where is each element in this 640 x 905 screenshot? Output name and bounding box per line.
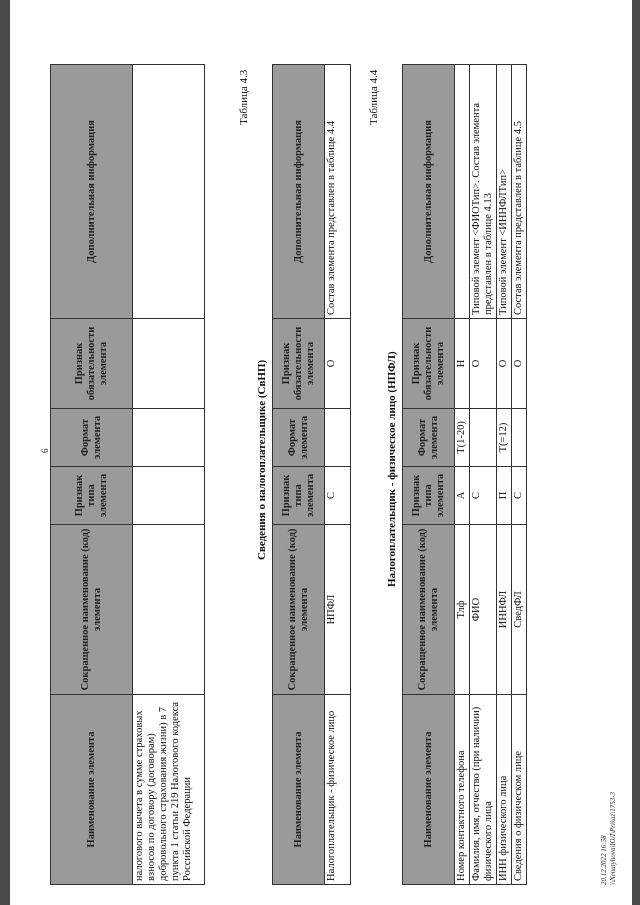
table-cell: налогового вычета в сумме страховых взносов по договору (договорам) добровольного страхования жизни) в 7 пункта 1 статьи 219 Налогового кодекса Российской Федерации bbox=[133, 695, 205, 885]
table-cell: О bbox=[497, 319, 512, 409]
column-header: Наименование элемента bbox=[273, 695, 325, 885]
table-continuation bbox=[50, 64, 205, 885]
table-cell: А bbox=[455, 467, 470, 525]
table-header-row bbox=[51, 65, 133, 885]
table-row bbox=[455, 65, 470, 885]
table-cell: Налогоплательщик - физическое лицо bbox=[325, 695, 351, 885]
table-cell: ФИО bbox=[470, 525, 497, 695]
table-cell: Состав элемента представлен в таблице 4.4 bbox=[325, 65, 351, 319]
table-row bbox=[497, 65, 512, 885]
column-header: Наименование элемента bbox=[403, 695, 455, 885]
table-cell bbox=[133, 409, 205, 467]
table-4-4 bbox=[402, 64, 527, 885]
table-title: Сведения о налогоплательщике (СвНП) bbox=[256, 359, 268, 560]
rotated-content bbox=[10, 0, 632, 905]
page-number: 6 bbox=[40, 448, 50, 453]
column-header: Формат элемента bbox=[273, 409, 325, 467]
table-row bbox=[470, 65, 497, 885]
table-cell: О bbox=[470, 319, 497, 409]
table-cell bbox=[133, 319, 205, 409]
table-cell: ИННФЛ bbox=[497, 525, 512, 695]
table-title: Налогоплательщик - физическое лицо (НПФЛ) bbox=[386, 351, 398, 587]
table-cell bbox=[133, 467, 205, 525]
stamp-path: \\Nenatyhova\ЮЛ\Prikaz\1753-3 bbox=[609, 791, 617, 885]
column-header: Дополнительная информация bbox=[403, 65, 455, 319]
table-cell: T(1-20) bbox=[455, 409, 470, 467]
column-header: Признак обязательности элемента bbox=[51, 319, 133, 409]
table-cell: Номер контактного телефона bbox=[455, 695, 470, 885]
column-header: Сокращенное наименование (код) элемента bbox=[51, 525, 133, 695]
column-header: Признак обязательности элемента bbox=[403, 319, 455, 409]
table-cell: Фамилия, имя, отчество (при наличии) физического лица bbox=[470, 695, 497, 885]
table-cell: О bbox=[512, 319, 527, 409]
table-cell bbox=[455, 65, 470, 319]
table-cell: Н bbox=[455, 319, 470, 409]
table-4-3 bbox=[272, 64, 351, 885]
table-cell: С bbox=[325, 467, 351, 525]
table-cell: П bbox=[497, 467, 512, 525]
column-header: Наименование элемента bbox=[51, 695, 133, 885]
document-page bbox=[10, 0, 632, 905]
column-header: Признак типа элемента bbox=[51, 467, 133, 525]
table-cell bbox=[325, 409, 351, 467]
table-cell: Сведения о физическом лице bbox=[512, 695, 527, 885]
column-header: Признак обязательности элемента bbox=[273, 319, 325, 409]
column-header: Сокращенное наименование (код) элемента bbox=[273, 525, 325, 695]
column-header: Признак типа элемента bbox=[403, 467, 455, 525]
table-header-row bbox=[273, 65, 325, 885]
column-header: Признак типа элемента bbox=[273, 467, 325, 525]
table-cell: Состав элемента представлен в таблице 4.5 bbox=[512, 65, 527, 319]
column-header: Формат элемента bbox=[51, 409, 133, 467]
table-cell: Типовой элемент <ФИОТип>. Состав элемента представлен в таблице 4.13 bbox=[470, 65, 497, 319]
table-cell: С bbox=[512, 467, 527, 525]
table-row bbox=[325, 65, 351, 885]
table-row bbox=[512, 65, 527, 885]
table-caption: Таблица 4.3 bbox=[238, 69, 250, 125]
table-cell bbox=[512, 409, 527, 467]
table-cell: О bbox=[325, 319, 351, 409]
table-cell: СведФЛ bbox=[512, 525, 527, 695]
stamp-date: 20.12.2022 16:58 bbox=[600, 835, 608, 885]
table-cell: НПФЛ bbox=[325, 525, 351, 695]
table-header-row bbox=[403, 65, 455, 885]
table-cell bbox=[133, 525, 205, 695]
table-row bbox=[133, 65, 205, 885]
print-stamp bbox=[600, 792, 618, 885]
table-cell: T(=12) bbox=[497, 409, 512, 467]
table-cell bbox=[133, 65, 205, 319]
table-cell: С bbox=[470, 467, 497, 525]
table-cell: ИНН физического лица bbox=[497, 695, 512, 885]
column-header: Дополнительная информация bbox=[51, 65, 133, 319]
column-header: Сокращенное наименование (код) элемента bbox=[403, 525, 455, 695]
table-cell: Типовой элемент <ИННФЛТип> bbox=[497, 65, 512, 319]
column-header: Дополнительная информация bbox=[273, 65, 325, 319]
table-cell: Тлф bbox=[455, 525, 470, 695]
column-header: Формат элемента bbox=[403, 409, 455, 467]
table-caption: Таблица 4.4 bbox=[368, 69, 380, 125]
table-cell bbox=[470, 409, 497, 467]
